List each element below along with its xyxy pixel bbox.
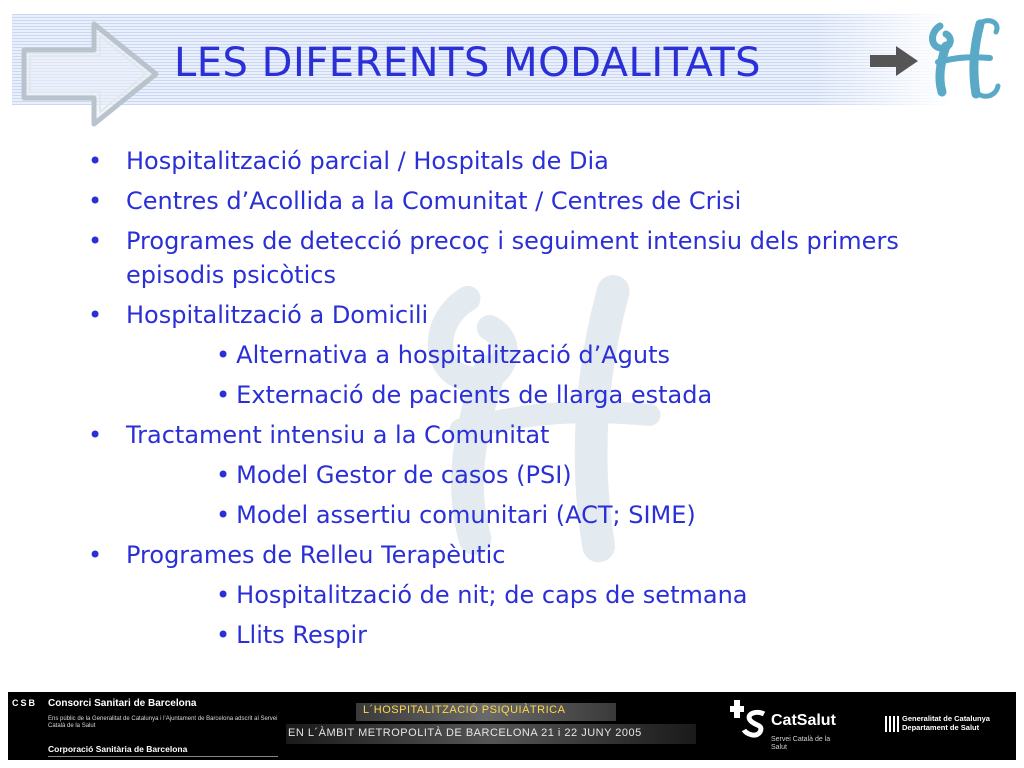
bullet: • (88, 421, 103, 449)
list-item-text: Programes de Relleu Terapèutic (126, 541, 506, 569)
event-subtitle: EN L´ÀMBIT METROPOLITÀ DE BARCELONA 21 i 22 JUNY 2005 (288, 727, 642, 739)
sub-list-item (86, 338, 966, 372)
sub-list-item (86, 458, 966, 492)
list-item-text: Hospitalització parcial / Hospitals de Dia (126, 147, 609, 175)
list-item-text: Programes de detecció precoç i seguiment intensiu dels primers episodis psicòtics (126, 227, 899, 289)
sub-list-item-text: Externació de pacients de llarga estada (236, 381, 713, 409)
bullet: • (216, 341, 231, 369)
h-logo-icon (920, 16, 1008, 100)
consorci-description: Ens públic de la Generalitat de Catalunya i l’Ajuntament de Barcelona adscrit al Servei Català de la Salut (48, 716, 278, 729)
sub-list-item-text: Model Gestor de casos (PSI) (236, 461, 572, 489)
sub-list-item (86, 378, 966, 412)
bullet: • (88, 187, 103, 215)
generalitat-name (902, 714, 990, 732)
event-title: L´HOSPITALITZACIÓ PSIQUIÀTRICA (363, 704, 566, 716)
csb-logo: CSB (12, 698, 38, 708)
list-item (86, 418, 966, 452)
bullet: • (216, 501, 231, 529)
arrow-icon (868, 44, 920, 78)
bullet: • (88, 227, 103, 255)
sub-list-item-text: Hospitalització de nit; de caps de setmana (236, 581, 748, 609)
consorci-name: Consorci Sanitari de Barcelona (48, 698, 197, 709)
bullet: • (88, 147, 103, 175)
list-item (86, 184, 966, 218)
sub-list-item-text: Llits Respir (236, 621, 368, 649)
list-item (86, 144, 966, 178)
footer-banner (8, 692, 1016, 760)
list-item-text: Tractament intensiu a la Comunitat (126, 421, 550, 449)
generalitat-logo-icon (885, 716, 899, 732)
sub-list-item (86, 578, 966, 612)
arrow-outline-icon (16, 18, 166, 130)
list-item (86, 298, 966, 332)
servei-catala: Servei Català de la Salut (771, 736, 831, 751)
bullet: • (88, 301, 103, 329)
catsalut-logo-icon (730, 698, 768, 738)
sub-list-item-text: Model assertiu comunitari (ACT; SIME) (236, 501, 696, 529)
list-item (86, 224, 966, 292)
bullet: • (216, 581, 231, 609)
generalitat-line1: Generalitat de Catalunya (902, 714, 990, 723)
sub-list-item-text: Alternativa a hospitalització d’Aguts (236, 341, 671, 369)
catsalut-name: CatSalut (771, 712, 836, 729)
generalitat-line2: Departament de Salut (902, 723, 980, 732)
list-item-text: Hospitalització a Domicili (126, 301, 429, 329)
bullet: • (216, 621, 231, 649)
sub-list-item (86, 618, 966, 652)
list-item-text: Centres d’Acollida a la Comunitat / Centres de Crisi (126, 187, 742, 215)
bullet: • (88, 541, 103, 569)
divider (48, 756, 278, 757)
page-title: LES DIFERENTS MODALITATS (174, 40, 762, 86)
bullet: • (216, 461, 231, 489)
list-item (86, 538, 966, 572)
corporacio-name: Corporació Sanitària de Barcelona (48, 744, 188, 754)
sub-list-item (86, 498, 966, 532)
bullet: • (216, 381, 231, 409)
content-list (86, 144, 966, 658)
